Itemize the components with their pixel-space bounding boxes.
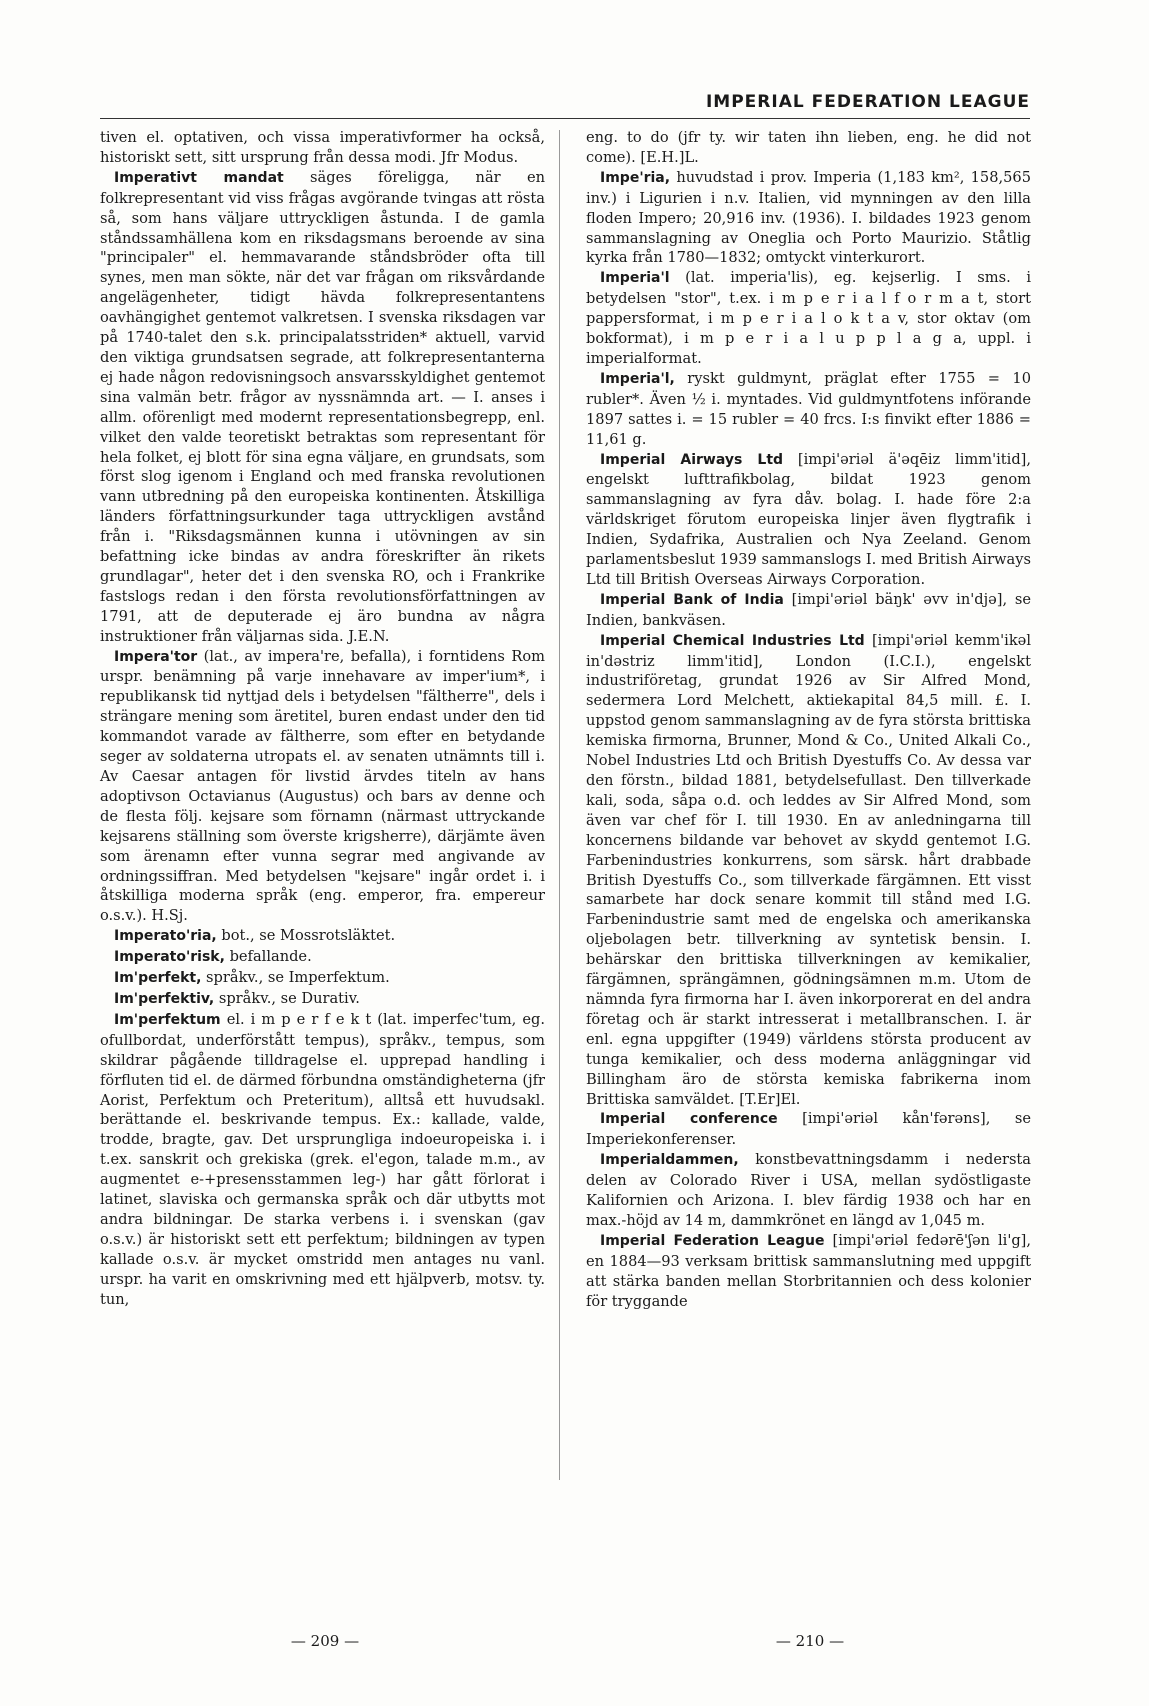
headword: Impe'ria,: [600, 169, 671, 186]
left-column: [100, 128, 545, 1309]
right-entry-6: Imperial Chemical Industries Ltd [impi'əriəl kemm'ikəl in'dəstriz limm'itid], London (I.C.I.), engelskt industriföretag, grundat 1926 av Sir Alfred Mond, sedermera Lord Melchett, aktiekapital 84,5 mill. £. I. uppstod genom sammanslagning av de fyra största brittiska kemiska firmorna, Brunner, Mond & Co., United Alkali Co., Nobel Industries Ltd och British Dyestuffs Co. Av dessa var den förstn., bildad 1881, betydelsefullast. Den tillverkade kali, soda, såpa o.d. och leddes av Sir Alfred Mond, som även var chef för I. till 1930. En av anledningarna till koncernens bildande var behovet av skydd gentemot I.G. Farbenindustries konkurrens, som särsk. hårt drabbade British Dyestuffs Co., som tillverkade färgämnen. Ett visst samarbete har dock senare kommit till stånd med I.G. Farbenindustrie samt med de engelska och amerikanska oljebolagen betr. tillverkning av syntetisk bensin. I. behärskar den brittiska tillverkningen av kemikalier, färgämnen, sprängämnen, gödningsämnen m.m. Utom de nämnda fyra firmorna har I. även inkorporerat en del andra företag och är starkt intresserat i metallbranschen. I. är enl. egna uppgifter (1949) världens största producent av tunga kemikalier, och dess moderna anläggningar vid Billingham äro de största kemiska fabrikerna inom Brittiska samväldet. [T.Er]El.: [586, 631, 1031, 1108]
right-entry-4: Imperial Airways Ltd [impi'əriəl ä'əqēiz limm'itid], engelskt lufttrafikbolag, bildat 1923 genom sammanslagning av fyra dåv. bolag. I. hade före 2:a världskriget förutom europeiska linjer även flygtrafik i Indien, Sydafrika, Australien och Nya Zeeland. Genom parlamentsbeslut 1939 sammanslogs I. med British Airways Ltd till British Overseas Airways Corporation.: [586, 450, 1031, 588]
headword: Im'perfektiv,: [114, 990, 215, 1007]
headword: Imperial Federation League: [600, 1232, 825, 1249]
headword: Imperato'risk,: [114, 949, 225, 966]
column-divider: [559, 130, 560, 1480]
headword: Imperial Bank of India: [600, 591, 784, 608]
left-entry-7: Im'perfektum el. i m p e r f e k t (lat. imperfec'tum, eg. ofullbordat, underförstått tempus), språkv., tempus, som skildrar pågående tilldragelse el. upprepad handling i förfluten tid el. de därmed förbundna omständigheterna (jfr Aorist, Perfektum och Preteritum), alltså ett huvudsakl. berättande el. beskrivande tempus. Ex.: kallade, valde, trodde, bragte, gav. Det ursprungliga indoeuropeiska i. i t.ex. sanskrit och grekiska (grek. el'egon, talade m.m., av augmentet e-+presensstammen leg-) har gått förlorat i latinet, slaviska och germanska språk och där utbytts mot andra bildningar. De starka verbens i. i svenskan (gav o.s.v.) är historiskt sett ett perfektum; bildningen av typen kallade o.s.v. är mycket omstridd men antages nu vanl. urspr. ha varit en omskrivning med ett hjälpverb, motsv. ty. tun,: [100, 1010, 545, 1308]
headword: Imperialdammen,: [600, 1152, 739, 1169]
headword: Imperial Airways Ltd: [600, 451, 784, 468]
right-column: [586, 128, 1031, 1311]
right-entry-5: Imperial Bank of India [impi'əriəl bäŋk' əvv in'djə], se Indien, bankväsen.: [586, 590, 1031, 629]
right-paragraph-0: eng. to do (jfr ty. wir taten ihn lieben, eng. he did not come). [E.H.]L.: [586, 129, 1031, 166]
headword: Imperia'l,: [600, 370, 675, 387]
headword: Im'perfekt,: [114, 970, 202, 987]
right-entry-8: Imperialdammen, konstbevattningsdamm i nedersta delen av Colorado River i USA, mellan sydöstligaste Kalifornien och Arizona. I. blev färdig 1938 och har en max.-höjd av 14 m, dammkrönet en längd av 1,045 m.: [586, 1151, 1031, 1229]
headword: Imperia'l: [600, 270, 670, 287]
right-entry-9: Imperial Federation League [impi'əriəl fedərē'ʃən li'g], en 1884—93 verksam brittisk sammanslutning med uppgift att stärka banden mellan Storbritannien och dess kolonier för tryggande: [586, 1231, 1032, 1310]
right-entry-1: Impe'ria, huvudstad i prov. Imperia (1,183 km², 158,565 inv.) i Ligurien i n.v. Italien, vid mynningen av den lilla floden Impero; 20,916 inv. (1936). I. bildades 1923 genom sammanslagning av Oneglia och Porto Maurizio. Ståtlig kyrka från 1780—1832; omtyckt vinterkurort.: [586, 168, 1031, 267]
right-entry-7: Imperial conference [impi'əriəl kån'fərəns], se Imperiekonferenser.: [586, 1110, 1031, 1149]
left-entry-5: Im'perfekt, språkv., se Imperfektum.: [114, 969, 390, 987]
headword: Impera'tor: [114, 648, 198, 665]
header-rule: [100, 118, 1030, 119]
right-entry-3: Imperia'l, ryskt guldmynt, präglat efter 1755 = 10 rubler*. Även ½ i. myntades. Vid guldmyntfotens införande 1897 sattes i. = 15 rubler = 40 frcs. I:s finvikt efter 1886 = 11,61 g.: [586, 369, 1031, 448]
left-entry-1: Imperativt mandat säges föreligga, när en folkrepresentant vid viss frågas avgörande tvingas att rösta så, som hans väljare uttryckligen åstunda. I de gamla ståndssamhällena kom en riksdagsmans beroende av sina "principaler" el. hemmavarande ståndsbröder ofta till synes, men man sökte, när det var frågan om riksvårdande angelägenheter, tidigt hävda folkrepresentantens oavhängighet gentemot valkretsen. I svenska riksdagen var på 1740-talet den s.k. principalatsstriden* aktuell, varvid den viktiga grundsatsen segrade, att folkrepresentanterna ej hade någon redovisningsoch ansvarsskyldighet gentemot sina valmän betr. frågor av nyssnämnda art. — I. anses i allm. oförenligt med modernt representationsbegrepp, enl. vilket den valde teoretiskt betraktas som representant för hela folket, ej blott för sina egna väljare, en grundsats, som först slog igenom i England och med franska revolutionen vann utbredning på den europeiska kontinenten. Åtskilliga länders författningsurkunder taga uttryckligen avstånd från i. "Riksdagsmännen kunna i utövningen av sin befattning icke bindas av andra föreskrifter än rikets grundlagar", heter det i den svenska RO, och i Frankrike fastslogs redan i den första revolutionsförfattningen av 1791, att de deputerade ej äro bundna av några instruktioner från väljarnas sida. J.E.N.: [100, 168, 546, 645]
page-number-left: — 209 —: [290, 1632, 360, 1650]
left-paragraph-0: tiven el. optativen, och vissa imperativformer ha också, historiskt sett, sitt ursprung från dessa modi. Jfr Modus.: [100, 129, 545, 166]
headword: Imperial conference: [600, 1111, 778, 1128]
running-header: IMPERIAL FEDERATION LEAGUE: [705, 92, 1030, 112]
headword: Imperial Chemical Industries Ltd: [600, 632, 865, 649]
left-entry-3: Imperato'ria, bot., se Mossrotsläktet.: [114, 927, 396, 945]
headword: Imperativt mandat: [114, 169, 284, 186]
left-entry-2: Impera'tor (lat., av impera're, befalla), i forntidens Rom urspr. benämning på varje innehavare av imper'ium*, i republikansk tid nyttjad dels i betydelsen "fältherre", dels i strängare mening som äretitel, buren endast under den tid kommandot varade av fältherre, som efter en betydande seger av soldaterna utropats el. av senaten utnämnts till i. Av Caesar antagen för livstid ärvdes titeln av hans adoptivson Octavianus (Augustus) och bars av denne och de flesta följ. kejsare som förnamn (närmast uttryckande kejsarens ställning som överste krigsherre), därjämte även som ärenamn efter vunna segrar med angivande av ordningssiffran. Med betydelsen "kejsare" ingår ordet i. i åtskilliga moderna språk (eng. emperor, fra. empereur o.s.v.). H.Sj.: [100, 647, 545, 925]
page-number-right: — 210 —: [775, 1632, 845, 1650]
headword: Imperato'ria,: [114, 928, 217, 945]
left-entry-4: Imperato'risk, befallande.: [114, 948, 312, 966]
right-entry-2: Imperia'l (lat. imperia'lis), eg. kejserlig. I sms. i betydelsen "stor", t.ex. i m p e r i a l f o r m a t, stort pappersformat, i m p e r i a l o k t a v, stor oktav (om bokformat), i m p e r i a l u p p l a g a, uppl. i imperialformat.: [586, 269, 1031, 367]
headword: Im'perfektum: [114, 1011, 221, 1028]
left-entry-6: Im'perfektiv, språkv., se Durativ.: [114, 989, 360, 1007]
